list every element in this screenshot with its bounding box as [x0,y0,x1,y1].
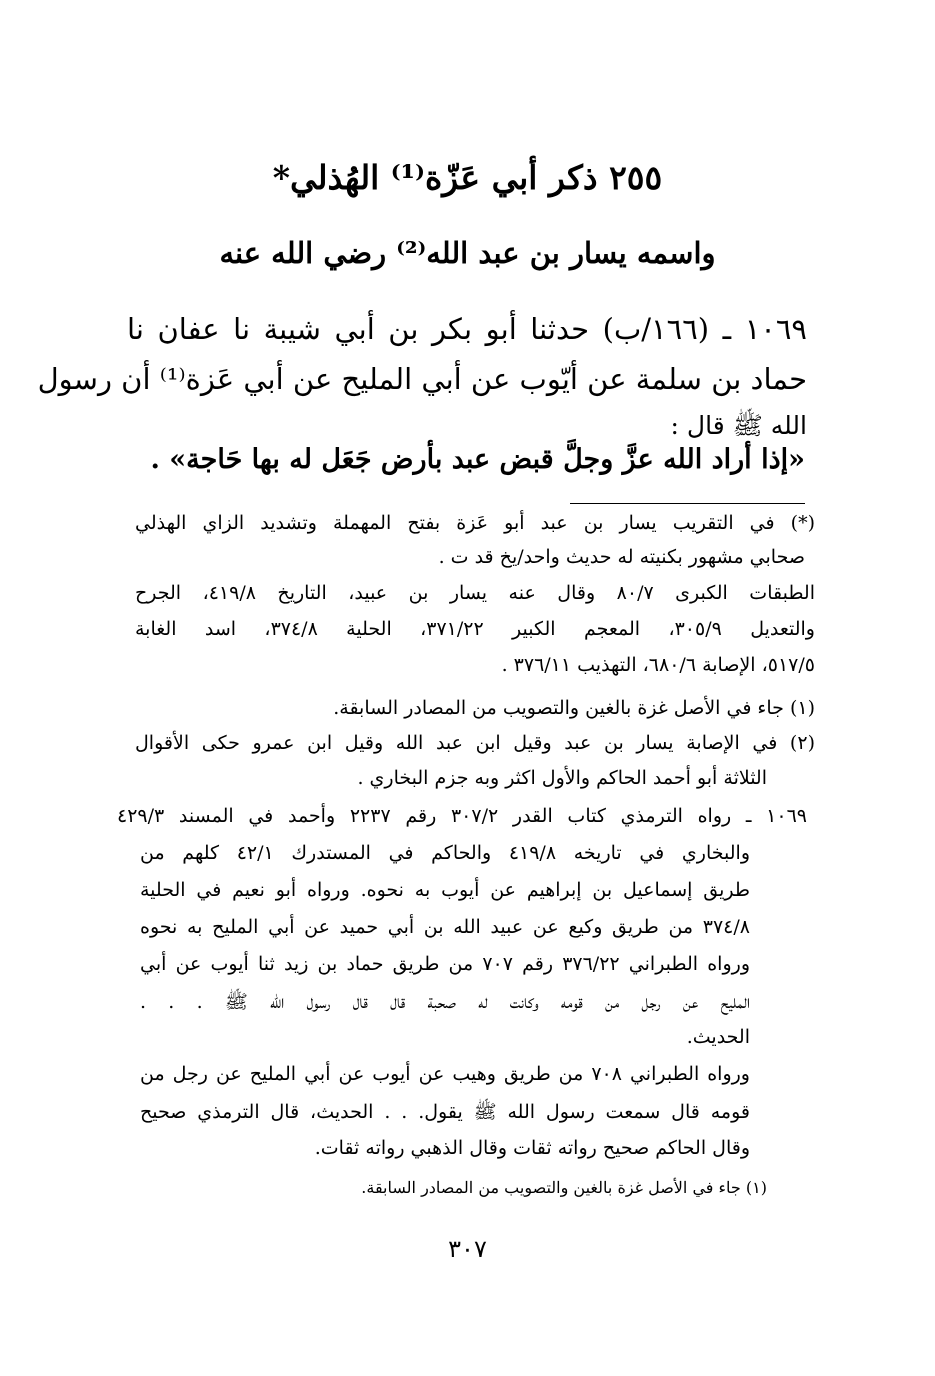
section-subtitle: واسمه يسار بن عبد الله⁽²⁾ رضي الله عنه [219,236,716,270]
footnote-line: (١) جاء في الأصل غزة بالغين والتصويب من المصادر السابقة. [361,1178,767,1197]
footnote-line: طريق إسماعيل بن إبراهيم عن أيوب به نحوه. ورواه أبو نعيم في الحلية [140,879,750,901]
main-text-line: حماد بن سلمة عن أيّوب عن أبي المليح عن أبي عَزة⁽¹⁾ أن رسول [37,362,807,396]
main-text-line: ١٠٦٩ ـ (١٦٦/ب) حدثنا أبو بكر بن أبي شيبة نا عفان نا [127,312,807,346]
footnote-line: ورواه الطبراني ٣٧٦/٢٢ رقم ٧٠٧ من طريق حماد بن زيد ثنا أيوب عن أبي [140,953,750,975]
footnote-line: الطبقات الكبرى ٨٠/٧ وقال عنه يسار بن عبيد، التاريخ ٤١٩/٨، الجرح [135,582,815,604]
footnote-line: ورواه الطبراني ٧٠٨ من طريق وهيب عن أيوب عن أبي المليح عن رجل من [140,1063,750,1085]
footnote-separator [570,503,805,504]
footnote-line: المليح عن رجل من قومه وكانت له صحبة قال قال رسول الله ﷺ . . . [140,991,750,1013]
footnote-line: ٣٧٤/٨ من طريق وكيع عن عبيد الله بن أبي حميد عن أبي المليح به نحوه [140,916,750,938]
footnote-line: والتعديل ٣٠٥/٩، المعجم الكبير ٣٧١/٢٢، الحلية ٣٧٤/٨، اسد الغابة [135,618,815,640]
footnote-line: قومه قال سمعت رسول الله ﷺ يقول. . . الحديث، قال الترمذي صحيح [140,1101,750,1123]
footnote-line: (١) جاء في الأصل غزة بالغين والتصويب من المصادر السابقة. [333,697,815,719]
footnote-line: والبخاري في تاريخه ٤١٩/٨ والحاكم في المستدرك ٤٢/١ كلهم من [140,842,751,864]
footnote-line: صحابي مشهور بكنيته له حديث واحد/يخ قد ت . [438,546,805,568]
footnote-line: وقال الحاكم صحيح رواته ثقات وقال الذهبي رواته ثقات. [314,1137,750,1159]
hadith-text: «إذا أراد الله عزَّ وجلَّ قبض عبد بأرض جَعَل له بها حَاجة» . [150,444,805,475]
footnote-line: (٢) في الإصابة يسار بن عبد وقيل ابن عبد الله وقيل ابن عمرو حكى الأقوال [135,732,815,754]
footnote-line: ٥١٧/٥، الإصابة ٦٨٠/٦، التهذيب ٣٧٦/١١ . [501,654,815,676]
footnote-line: الحديث. [686,1026,750,1048]
main-text-line: الله ﷺ قال : [670,411,807,440]
section-title: ٢٥٥ ذكر أبي عَزّة⁽¹⁾ الهُذلي* [272,158,663,197]
page-number: ٣٠٧ [448,1235,487,1263]
footnote-line: (*) في التقريب يسار بن عبد أبو عَزة بفتح المهملة وتشديد الزاي الهذلي [135,512,815,534]
footnote-line: الثلاثة أبو أحمد الحاكم والأول اكثر وبه جزم البخاري . [357,767,767,789]
footnote-line: ١٠٦٩ ـ رواه الترمذي كتاب القدر ٣٠٧/٢ رقم ٢٢٣٧ وأحمد في المسند ٤٢٩/٣ [117,805,807,827]
